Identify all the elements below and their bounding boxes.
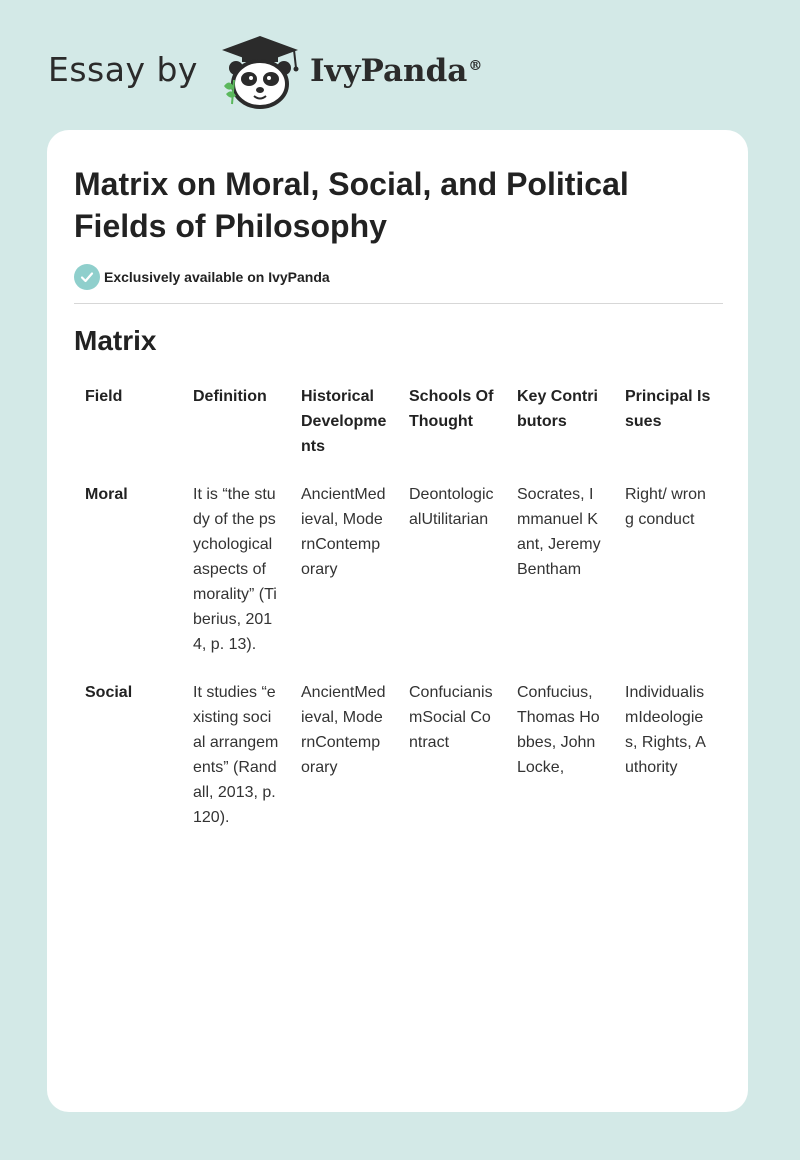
table-header-row <box>74 377 724 475</box>
registered-mark: ® <box>468 57 483 74</box>
cell-schools: DeontologicalUtilitarian <box>409 486 494 528</box>
cell-historical: AncientMedieval, ModernContemporary <box>301 486 386 578</box>
table-row <box>74 673 724 846</box>
section-heading: Matrix <box>74 325 157 356</box>
brand-header[interactable] <box>48 34 482 110</box>
divider <box>74 303 723 304</box>
cell-issues: IndividualismIdeologies, Rights, Authority <box>625 684 706 776</box>
cell-contributors: Socrates, Immanuel Kant, Jeremy Bentham <box>517 486 601 578</box>
page-title: Matrix on Moral, Social, and Political Fields of Philosophy <box>74 166 629 244</box>
column-header-issues: Principal Issues <box>625 388 711 430</box>
column-header-contributors: Key Contributors <box>517 388 598 430</box>
check-icon <box>74 264 100 290</box>
matrix-table <box>74 377 724 846</box>
panda-logo-icon <box>214 34 306 110</box>
exclusive-label: Exclusively available on IvyPanda <box>104 269 330 285</box>
column-header-historical: Historical Developments <box>301 388 387 455</box>
cell-historical: AncientMedieval, ModernContemporary <box>301 684 386 776</box>
cell-schools: ConfucianismSocial Contract <box>409 684 493 751</box>
column-header-schools: Schools Of Thought <box>409 388 494 430</box>
brand-prefix: Essay by <box>48 49 198 89</box>
cell-contributors: Confucius, Thomas Hobbes, John Locke, <box>517 684 600 776</box>
brand-name: IvyPanda® <box>309 53 483 89</box>
cell-definition: It is “the study of the psychological aspects of morality” (Tiberius, 2014, p. 13). <box>193 486 277 653</box>
cell-field: Social <box>85 684 133 701</box>
table-row <box>74 475 724 673</box>
exclusive-badge <box>74 264 330 290</box>
cell-definition: It studies “existing social arrangements” (Randall, 2013, p. 120). <box>193 684 279 826</box>
column-header-definition: Definition <box>193 388 267 405</box>
cell-field: Moral <box>85 486 128 503</box>
column-header-field: Field <box>85 388 123 405</box>
cell-issues: Right/ wrong conduct <box>625 486 706 528</box>
essay-card <box>47 130 748 1112</box>
